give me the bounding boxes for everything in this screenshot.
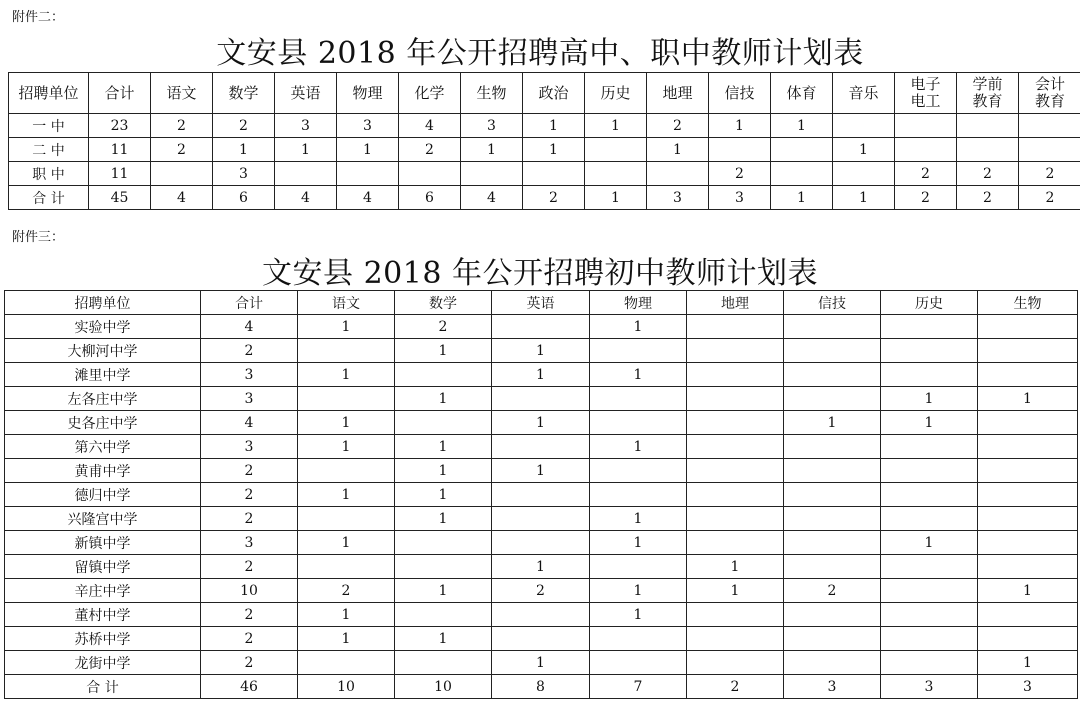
middle-school-table-row	[5, 555, 1078, 579]
middle-school-count-cell	[590, 339, 687, 363]
middle-school-count-cell: 1	[492, 363, 590, 387]
high-school-count-cell: 2	[957, 162, 1019, 186]
middle-school-header-cell: 物理	[590, 291, 687, 315]
middle-school-count-cell	[978, 507, 1078, 531]
high-school-count-cell: 3	[647, 186, 709, 210]
middle-school-table-row	[5, 459, 1078, 483]
high-school-count-cell	[957, 138, 1019, 162]
middle-school-count-cell: 1	[590, 579, 687, 603]
middle-school-count-cell: 2	[201, 483, 298, 507]
middle-school-count-cell: 3	[201, 363, 298, 387]
middle-school-count-cell: 4	[201, 315, 298, 339]
middle-school-table-row	[5, 315, 1078, 339]
middle-school-count-cell	[978, 531, 1078, 555]
middle-school-count-cell: 2	[201, 507, 298, 531]
high-school-count-cell	[895, 138, 957, 162]
high-school-count-cell: 1	[647, 138, 709, 162]
middle-school-count-cell	[492, 507, 590, 531]
middle-school-count-cell	[784, 315, 881, 339]
middle-school-count-cell	[784, 459, 881, 483]
high-school-count-cell: 1	[585, 114, 647, 138]
high-school-count-cell: 2	[709, 162, 771, 186]
middle-school-count-cell: 1	[298, 315, 395, 339]
middle-school-count-cell: 1	[298, 435, 395, 459]
middle-school-unit-cell: 龙街中学	[5, 651, 201, 675]
high-school-header-cell: 学前 教育	[957, 73, 1019, 114]
high-school-count-cell: 2	[523, 186, 585, 210]
middle-school-count-cell	[395, 363, 492, 387]
high-school-count-cell: 3	[275, 114, 337, 138]
high-school-header-cell: 语文	[151, 73, 213, 114]
middle-school-count-cell: 2	[687, 675, 784, 699]
middle-school-count-cell: 1	[492, 555, 590, 579]
annex-3-label: 附件三：	[12, 230, 65, 245]
high-school-count-cell: 1	[213, 138, 275, 162]
high-school-header-cell: 化学	[399, 73, 461, 114]
high-school-count-cell: 2	[895, 162, 957, 186]
middle-school-plan-title: 文安县 2018 年公开招聘初中教师计划表	[262, 256, 818, 291]
high-school-count-cell	[585, 138, 647, 162]
high-school-count-cell: 2	[647, 114, 709, 138]
middle-school-table-row	[5, 339, 1078, 363]
high-school-count-cell: 1	[709, 114, 771, 138]
middle-school-header-cell: 生物	[978, 291, 1078, 315]
middle-school-table-row	[5, 627, 1078, 651]
middle-school-count-cell: 1	[590, 435, 687, 459]
middle-school-count-cell	[590, 627, 687, 651]
middle-school-unit-cell: 第六中学	[5, 435, 201, 459]
middle-school-count-cell: 2	[201, 339, 298, 363]
high-school-count-cell: 1	[771, 114, 833, 138]
middle-school-count-cell	[784, 339, 881, 363]
middle-school-count-cell	[687, 483, 784, 507]
middle-school-count-cell	[492, 627, 590, 651]
middle-school-count-cell	[881, 651, 978, 675]
middle-school-count-cell: 2	[784, 579, 881, 603]
middle-school-count-cell	[590, 651, 687, 675]
middle-school-count-cell: 1	[687, 555, 784, 579]
middle-school-unit-cell: 滩里中学	[5, 363, 201, 387]
middle-school-count-cell	[492, 603, 590, 627]
middle-school-count-cell	[881, 603, 978, 627]
high-school-header-cell: 政治	[523, 73, 585, 114]
middle-school-count-cell	[395, 531, 492, 555]
middle-school-count-cell	[978, 627, 1078, 651]
middle-school-header-cell: 信技	[784, 291, 881, 315]
middle-school-count-cell	[395, 603, 492, 627]
middle-school-count-cell	[687, 531, 784, 555]
high-school-count-cell	[771, 162, 833, 186]
middle-school-count-cell	[784, 435, 881, 459]
middle-school-count-cell	[978, 483, 1078, 507]
middle-school-table-row	[5, 507, 1078, 531]
middle-school-count-cell: 2	[201, 555, 298, 579]
middle-school-header-cell: 语文	[298, 291, 395, 315]
middle-school-count-cell: 3	[201, 531, 298, 555]
middle-school-count-cell: 1	[881, 411, 978, 435]
middle-school-count-cell: 1	[395, 459, 492, 483]
middle-school-header-row	[5, 291, 1078, 315]
high-school-count-cell: 1	[585, 186, 647, 210]
middle-school-count-cell: 1	[492, 459, 590, 483]
middle-school-table-row	[5, 387, 1078, 411]
middle-school-count-cell	[590, 459, 687, 483]
high-school-header-cell: 英语	[275, 73, 337, 114]
middle-school-count-cell	[881, 363, 978, 387]
middle-school-table-row	[5, 579, 1078, 603]
middle-school-count-cell	[298, 459, 395, 483]
high-school-count-cell: 6	[399, 186, 461, 210]
high-school-header-cell: 生物	[461, 73, 523, 114]
middle-school-unit-cell: 新镇中学	[5, 531, 201, 555]
middle-school-count-cell: 1	[298, 627, 395, 651]
middle-school-count-cell: 1	[881, 531, 978, 555]
middle-school-count-cell	[784, 603, 881, 627]
high-school-count-cell: 1	[337, 138, 399, 162]
middle-school-count-cell: 1	[492, 339, 590, 363]
middle-school-count-cell: 2	[298, 579, 395, 603]
middle-school-count-cell: 3	[978, 675, 1078, 699]
high-school-count-cell	[647, 162, 709, 186]
high-school-count-cell: 4	[337, 186, 399, 210]
middle-school-count-cell: 1	[298, 603, 395, 627]
middle-school-count-cell: 1	[298, 531, 395, 555]
middle-school-count-cell: 1	[298, 483, 395, 507]
middle-school-count-cell: 1	[298, 411, 395, 435]
middle-school-count-cell: 7	[590, 675, 687, 699]
high-school-unit-cell: 二 中	[9, 138, 89, 162]
middle-school-table-row	[5, 483, 1078, 507]
middle-school-count-cell	[687, 363, 784, 387]
middle-school-count-cell	[784, 483, 881, 507]
high-school-count-cell: 4	[275, 186, 337, 210]
high-school-count-cell: 4	[399, 114, 461, 138]
high-school-count-cell	[1019, 114, 1080, 138]
middle-school-count-cell	[978, 411, 1078, 435]
middle-school-count-cell	[784, 627, 881, 651]
middle-school-unit-cell: 大柳河中学	[5, 339, 201, 363]
middle-school-table-row	[5, 651, 1078, 675]
high-school-header-cell: 地理	[647, 73, 709, 114]
high-school-count-cell: 11	[89, 138, 151, 162]
high-school-header-cell: 招聘单位	[9, 73, 89, 114]
middle-school-count-cell	[784, 555, 881, 579]
middle-school-count-cell	[687, 387, 784, 411]
high-school-header-cell: 信技	[709, 73, 771, 114]
middle-school-table-row	[5, 435, 1078, 459]
high-school-count-cell: 3	[213, 162, 275, 186]
high-school-count-cell: 45	[89, 186, 151, 210]
middle-school-count-cell: 10	[298, 675, 395, 699]
middle-school-count-cell	[492, 315, 590, 339]
high-school-count-cell: 2	[151, 138, 213, 162]
middle-school-count-cell	[881, 555, 978, 579]
middle-school-count-cell	[590, 483, 687, 507]
high-school-count-cell: 6	[213, 186, 275, 210]
middle-school-unit-cell: 留镇中学	[5, 555, 201, 579]
high-school-count-cell: 1	[461, 138, 523, 162]
high-school-count-cell: 3	[461, 114, 523, 138]
high-school-header-cell: 历史	[585, 73, 647, 114]
high-school-count-cell: 2	[399, 138, 461, 162]
high-school-count-cell	[275, 162, 337, 186]
middle-school-count-cell	[298, 651, 395, 675]
middle-school-count-cell	[978, 435, 1078, 459]
middle-school-count-cell	[298, 387, 395, 411]
high-school-unit-cell: 一 中	[9, 114, 89, 138]
middle-school-count-cell: 10	[201, 579, 298, 603]
high-school-header-cell: 体育	[771, 73, 833, 114]
middle-school-table-row	[5, 363, 1078, 387]
middle-school-count-cell: 2	[201, 459, 298, 483]
middle-school-header-cell: 数学	[395, 291, 492, 315]
high-school-count-cell	[337, 162, 399, 186]
middle-school-count-cell: 1	[590, 531, 687, 555]
middle-school-count-cell: 1	[978, 579, 1078, 603]
high-school-count-cell: 2	[957, 186, 1019, 210]
high-school-header-cell: 数学	[213, 73, 275, 114]
high-school-header-cell: 电子 电工	[895, 73, 957, 114]
middle-school-plan-table	[4, 290, 1078, 699]
middle-school-count-cell	[492, 483, 590, 507]
high-school-header-cell: 会计 教育	[1019, 73, 1080, 114]
high-school-count-cell: 3	[337, 114, 399, 138]
high-school-header-cell: 音乐	[833, 73, 895, 114]
middle-school-unit-cell: 黄甫中学	[5, 459, 201, 483]
middle-school-count-cell: 3	[784, 675, 881, 699]
middle-school-count-cell: 1	[298, 363, 395, 387]
middle-school-count-cell	[590, 387, 687, 411]
high-school-count-cell: 2	[213, 114, 275, 138]
middle-school-count-cell: 1	[881, 387, 978, 411]
high-school-header-cell: 合计	[89, 73, 151, 114]
middle-school-unit-cell: 合 计	[5, 675, 201, 699]
middle-school-count-cell: 1	[784, 411, 881, 435]
middle-school-unit-cell: 董村中学	[5, 603, 201, 627]
high-school-unit-cell: 职 中	[9, 162, 89, 186]
middle-school-unit-cell: 辛庄中学	[5, 579, 201, 603]
middle-school-count-cell: 8	[492, 675, 590, 699]
high-school-plan-table	[8, 72, 1080, 210]
middle-school-count-cell	[687, 339, 784, 363]
middle-school-count-cell	[395, 411, 492, 435]
high-school-plan-title: 文安县 2018 年公开招聘高中、职中教师计划表	[216, 36, 864, 71]
middle-school-count-cell: 1	[395, 627, 492, 651]
middle-school-count-cell	[881, 627, 978, 651]
middle-school-header-cell: 招聘单位	[5, 291, 201, 315]
high-school-count-cell: 23	[89, 114, 151, 138]
middle-school-table-row	[5, 675, 1078, 699]
middle-school-count-cell	[687, 507, 784, 531]
middle-school-count-cell	[590, 555, 687, 579]
high-school-count-cell: 2	[895, 186, 957, 210]
middle-school-header-cell: 合计	[201, 291, 298, 315]
middle-school-count-cell: 1	[978, 651, 1078, 675]
high-school-count-cell	[771, 138, 833, 162]
middle-school-count-cell	[687, 435, 784, 459]
middle-school-unit-cell: 实验中学	[5, 315, 201, 339]
middle-school-unit-cell: 史各庄中学	[5, 411, 201, 435]
high-school-count-cell: 1	[833, 138, 895, 162]
middle-school-count-cell	[784, 507, 881, 531]
middle-school-header-cell: 历史	[881, 291, 978, 315]
middle-school-count-cell	[881, 315, 978, 339]
middle-school-header-cell: 地理	[687, 291, 784, 315]
middle-school-count-cell: 1	[590, 507, 687, 531]
middle-school-count-cell	[881, 507, 978, 531]
middle-school-count-cell: 1	[978, 387, 1078, 411]
middle-school-unit-cell: 德归中学	[5, 483, 201, 507]
middle-school-count-cell: 1	[590, 363, 687, 387]
middle-school-count-cell: 2	[201, 651, 298, 675]
middle-school-header-cell: 英语	[492, 291, 590, 315]
high-school-count-cell	[461, 162, 523, 186]
middle-school-table-row	[5, 531, 1078, 555]
high-school-count-cell: 4	[151, 186, 213, 210]
middle-school-count-cell	[298, 339, 395, 363]
high-school-count-cell	[399, 162, 461, 186]
middle-school-count-cell: 3	[881, 675, 978, 699]
high-school-count-cell	[523, 162, 585, 186]
middle-school-count-cell: 1	[590, 603, 687, 627]
middle-school-unit-cell: 苏桥中学	[5, 627, 201, 651]
high-school-table-row	[9, 138, 1080, 162]
high-school-table-row	[9, 162, 1080, 186]
middle-school-count-cell	[298, 507, 395, 531]
middle-school-count-cell	[978, 459, 1078, 483]
high-school-count-cell: 3	[709, 186, 771, 210]
middle-school-count-cell	[492, 531, 590, 555]
high-school-count-cell	[585, 162, 647, 186]
high-school-count-cell	[709, 138, 771, 162]
high-school-count-cell	[957, 114, 1019, 138]
middle-school-count-cell	[687, 627, 784, 651]
middle-school-count-cell	[978, 555, 1078, 579]
high-school-count-cell: 1	[523, 138, 585, 162]
middle-school-count-cell	[881, 435, 978, 459]
middle-school-count-cell	[492, 435, 590, 459]
high-school-count-cell: 1	[523, 114, 585, 138]
high-school-count-cell: 4	[461, 186, 523, 210]
middle-school-count-cell: 10	[395, 675, 492, 699]
high-school-table-row	[9, 114, 1080, 138]
middle-school-count-cell: 1	[395, 507, 492, 531]
middle-school-count-cell: 1	[395, 483, 492, 507]
annex-2-label: 附件二：	[12, 10, 65, 25]
middle-school-count-cell	[590, 411, 687, 435]
middle-school-count-cell: 3	[201, 387, 298, 411]
middle-school-count-cell: 2	[201, 603, 298, 627]
high-school-count-cell: 11	[89, 162, 151, 186]
middle-school-count-cell	[784, 363, 881, 387]
middle-school-count-cell: 4	[201, 411, 298, 435]
middle-school-count-cell: 1	[395, 387, 492, 411]
high-school-count-cell	[151, 162, 213, 186]
middle-school-table-row	[5, 603, 1078, 627]
middle-school-count-cell	[784, 651, 881, 675]
middle-school-count-cell	[492, 387, 590, 411]
middle-school-count-cell: 1	[687, 579, 784, 603]
middle-school-count-cell	[978, 603, 1078, 627]
middle-school-count-cell	[881, 339, 978, 363]
high-school-count-cell: 1	[275, 138, 337, 162]
middle-school-count-cell: 1	[492, 411, 590, 435]
middle-school-table-row	[5, 411, 1078, 435]
middle-school-count-cell	[687, 315, 784, 339]
middle-school-unit-cell: 兴隆宫中学	[5, 507, 201, 531]
middle-school-count-cell	[784, 531, 881, 555]
middle-school-count-cell	[687, 651, 784, 675]
middle-school-count-cell: 2	[492, 579, 590, 603]
high-school-count-cell: 1	[771, 186, 833, 210]
middle-school-count-cell	[687, 459, 784, 483]
high-school-header-row	[9, 73, 1080, 114]
middle-school-count-cell	[881, 483, 978, 507]
middle-school-count-cell	[395, 555, 492, 579]
middle-school-count-cell: 1	[395, 339, 492, 363]
middle-school-count-cell: 1	[395, 435, 492, 459]
middle-school-count-cell	[298, 555, 395, 579]
high-school-header-cell: 物理	[337, 73, 399, 114]
high-school-count-cell: 2	[1019, 162, 1080, 186]
middle-school-unit-cell: 左各庄中学	[5, 387, 201, 411]
middle-school-count-cell	[687, 411, 784, 435]
high-school-table-row	[9, 186, 1080, 210]
middle-school-count-cell: 3	[201, 435, 298, 459]
middle-school-count-cell: 46	[201, 675, 298, 699]
high-school-count-cell: 2	[151, 114, 213, 138]
middle-school-count-cell: 1	[492, 651, 590, 675]
middle-school-count-cell	[978, 363, 1078, 387]
high-school-count-cell	[895, 114, 957, 138]
high-school-count-cell	[833, 114, 895, 138]
high-school-count-cell	[833, 162, 895, 186]
high-school-unit-cell: 合 计	[9, 186, 89, 210]
middle-school-count-cell	[881, 459, 978, 483]
high-school-count-cell: 2	[1019, 186, 1080, 210]
middle-school-count-cell	[784, 387, 881, 411]
middle-school-count-cell	[881, 579, 978, 603]
middle-school-count-cell	[395, 651, 492, 675]
middle-school-count-cell: 2	[395, 315, 492, 339]
middle-school-count-cell: 2	[201, 627, 298, 651]
high-school-count-cell: 1	[833, 186, 895, 210]
middle-school-count-cell	[978, 339, 1078, 363]
middle-school-count-cell	[687, 603, 784, 627]
middle-school-count-cell	[978, 315, 1078, 339]
high-school-count-cell	[1019, 138, 1080, 162]
middle-school-count-cell: 1	[590, 315, 687, 339]
middle-school-count-cell: 1	[395, 579, 492, 603]
